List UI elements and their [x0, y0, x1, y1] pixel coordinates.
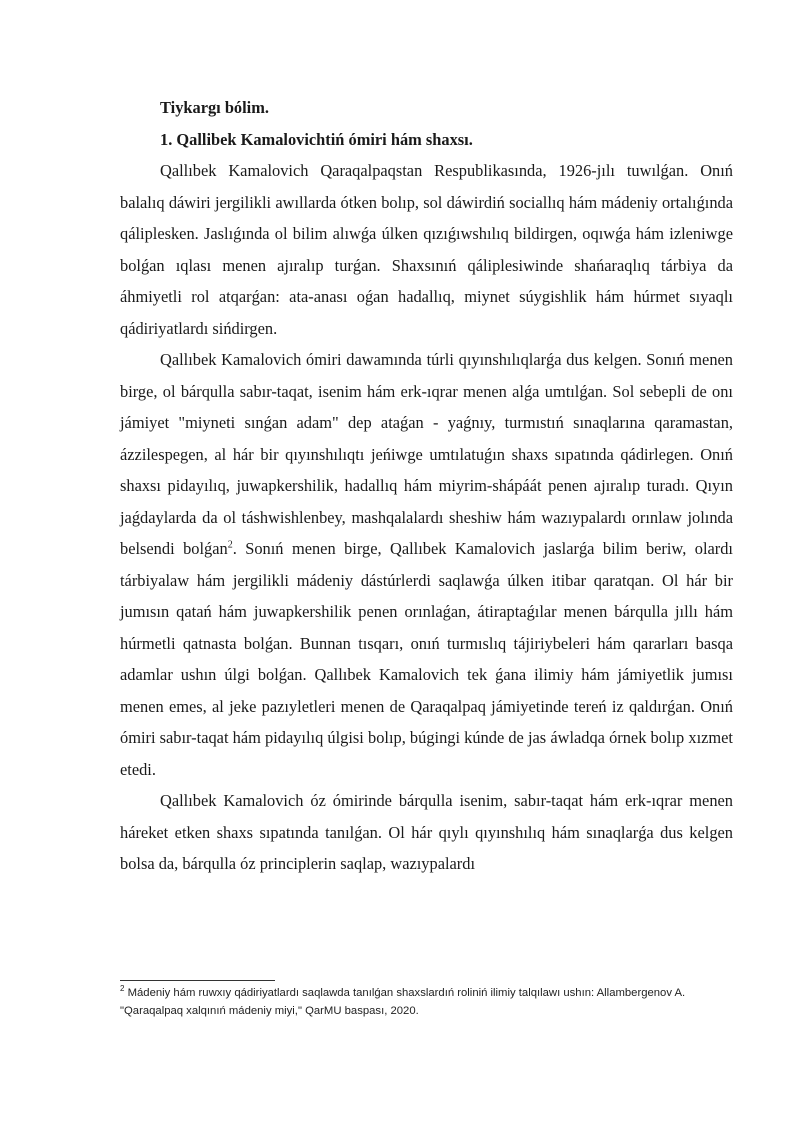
footnote-reference[interactable]: 2 — [227, 539, 233, 551]
paragraph-2-part-b: . Sonıń menen birge, Qallıbek Kamalovich jaslarǵa bilim beriw, olardı tárbiyalaw hám jergilikli mádeniy dástúrlerdi saqlawǵa úlken itibar qaratqan. Ol hár bir jumısın qatań hám juwapkershilik penen orınlaǵan, átiraptaǵılar menen bárqulla jıllı hám húrmetli qatnasta bolǵan. Bunnan tısqarı, onıń turmıslıq tájiriybeleri hám qararları basqa adamlar ushın úlgi bolǵan. Qallıbek Kamalovich tek ǵana ilimiy hám jámiyetlik jumısı menen emes, al jeke pazıyletleri menen de Qaraqalpaq jámiyetinde tereń iz qaldırǵan. Onıń ómiri sabır-taqat hám pidayılıq úlgisi bolıp, búgingi kúnde de jas áwladqa órnek bolıp xızmet etedi. — [120, 539, 733, 779]
footnote — [120, 984, 735, 1020]
footnote-separator — [120, 980, 275, 981]
paragraph-2-part-a: Qallıbek Kamalovich ómiri dawamında túrli qıyınshılıqlarǵa dus kelgen. Sonıń menen birge, ol bárqulla sabır-taqat, isenim hám erk-ıqrar menen alǵa umtılǵan. Sol sebepli de onı jámiyet "miyneti sınǵan adam" dep ataǵan - yaǵnıy, turmıstıń sınaqlarına qaramastan, ázzilespegen, al hár bir qıyınshılıqtı jeńiwge umtılatuǵın shaxs sıpatında qádirlegen. Onıń shaxsı pidayılıq, juwapkershilik, hadallıq hám miyrim-shápáát penen ajıralıp turadı. Qıyın jaǵdaylarda da ol táshwishlenbey, mashqalalardı sheshiw hám wazıypalardı orınlaw jolında belsendi bolǵan — [120, 350, 733, 558]
subsection-title: 1. Qallibek Kamalovichtiń ómiri hám shaxsı. — [160, 129, 473, 149]
paragraph-3: Qallıbek Kamalovich óz ómirinde bárqulla isenim, sabır-taqat hám erk-ıqrar menen háreket etken shaxs sıpatında tanılǵan. Ol hár qıylı qıyınshılıq hám sınaqlarǵa dus kelgen bolsa da, bárqulla óz principlerin saqlap, wazıypalardı — [120, 791, 733, 873]
body-text — [120, 92, 733, 880]
section-title: Tiykargı bólim. — [160, 98, 269, 117]
paragraph-2 — [120, 344, 733, 785]
paragraph-1: Qallıbek Kamalovich Qaraqalpaqstan Respublikasında, 1926-jılı tuwılǵan. Onıń balalıq dáwiri jergilikli awıllarda ótken bolıp, sol dáwirdiń sociallıq hám mádeniy ortalıǵında qáliplesken. Jaslıǵında ol bilim alıwǵa úlken qızıǵıwshılıq bildirgen, oqıwǵa hám izleniwge bolǵan ıqlası menen ajıralıp turǵan. Shaxsınıń qáliplesiwinde shańaraqlıq tárbiya da áhmiyetli rol atqarǵan: ata-anası oǵan hadallıq, miynet súygishlik hám húrmet sıyaqlı qádiriyatlardı sińdirgen. — [120, 161, 733, 338]
footnote-text: Mádeniy hám ruwxıy qádiriyatlardı saqlawda tanılǵan shaxslardıń roliniń ilimiy talqılawı ushın: Allambergenov A. "Qaraqalpaq xalqınıń mádeniy miyi," QarMU baspası, 2020. — [120, 987, 686, 1017]
footnote-number: 2 — [120, 984, 125, 994]
